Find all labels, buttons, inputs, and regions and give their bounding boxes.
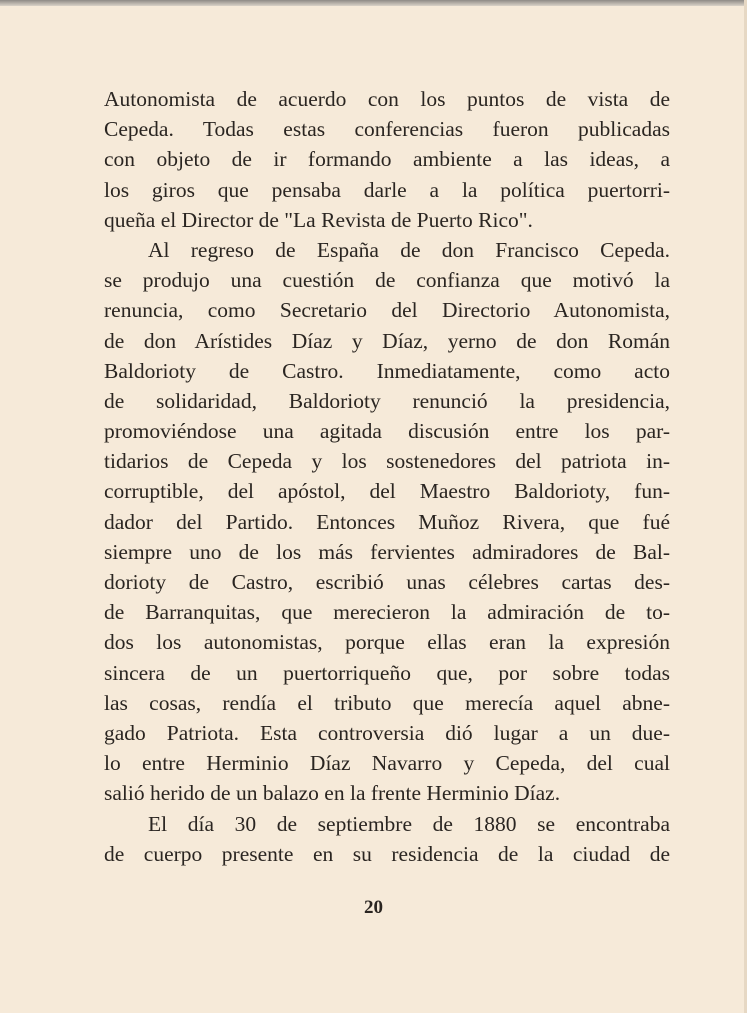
text-line: con objeto de ir formando ambiente a las ideas, a xyxy=(104,147,670,172)
paragraph-start-line: Al regreso de España de don Francisco Cepeda. xyxy=(148,237,670,262)
text-line: tidarios de Cepeda y los sostenedores del patriota in- xyxy=(104,449,670,474)
paragraph-start-line: El día 30 de septiembre de 1880 se encontraba xyxy=(148,811,670,836)
text-line: de don Arístides Díaz y Díaz, yerno de don Román xyxy=(104,328,670,353)
text-line: dos los autonomistas, porque ellas eran la expresión xyxy=(104,630,670,655)
text-line: dador del Partido. Entonces Muñoz Rivera, que fué xyxy=(104,509,670,534)
text-line: lo entre Herminio Díaz Navarro y Cepeda, del cual xyxy=(104,751,670,776)
text-line: sincera de un puertorriqueño que, por sobre todas xyxy=(104,660,670,685)
text-line: Cepeda. Todas estas conferencias fueron publicadas xyxy=(104,117,670,142)
text-line: se produjo una cuestión de confianza que motivó la xyxy=(104,268,670,293)
text-line: los giros que pensaba darle a la política puertorri- xyxy=(104,177,670,202)
text-line: gado Patriota. Esta controversia dió lugar a un due- xyxy=(104,720,670,745)
text-line: Baldorioty de Castro. Inmediatamente, como acto xyxy=(104,358,670,383)
text-line: de solidaridad, Baldorioty renunció la presidencia, xyxy=(104,388,670,413)
text-line: promoviéndose una agitada discusión entre los par- xyxy=(104,419,670,444)
text-line: renuncia, como Secretario del Directorio Autonomista, xyxy=(104,298,670,323)
text-line: Autonomista de acuerdo con los puntos de vista de xyxy=(104,87,670,111)
text-line: salió herido de un balazo en la frente Herminio Díaz. xyxy=(104,781,561,806)
text-line: de Barranquitas, que merecieron la admiración de to- xyxy=(104,600,670,625)
text-line: dorioty de Castro, escribió unas célebres cartas des- xyxy=(104,570,670,594)
page-top-edge xyxy=(0,0,747,6)
text-line: las cosas, rendía el tributo que merecía aquel abne- xyxy=(104,690,670,715)
text-line: de cuerpo presente en su residencia de la ciudad de xyxy=(104,841,670,866)
page-number: 20 xyxy=(364,897,383,918)
text-line: corruptible, del apóstol, del Maestro Baldorioty, fun- xyxy=(104,479,670,504)
text-line: siempre uno de los más fervientes admiradores de Bal- xyxy=(104,539,670,564)
body-text xyxy=(104,84,670,869)
text-line: queña el Director de "La Revista de Puerto Rico". xyxy=(104,207,533,232)
